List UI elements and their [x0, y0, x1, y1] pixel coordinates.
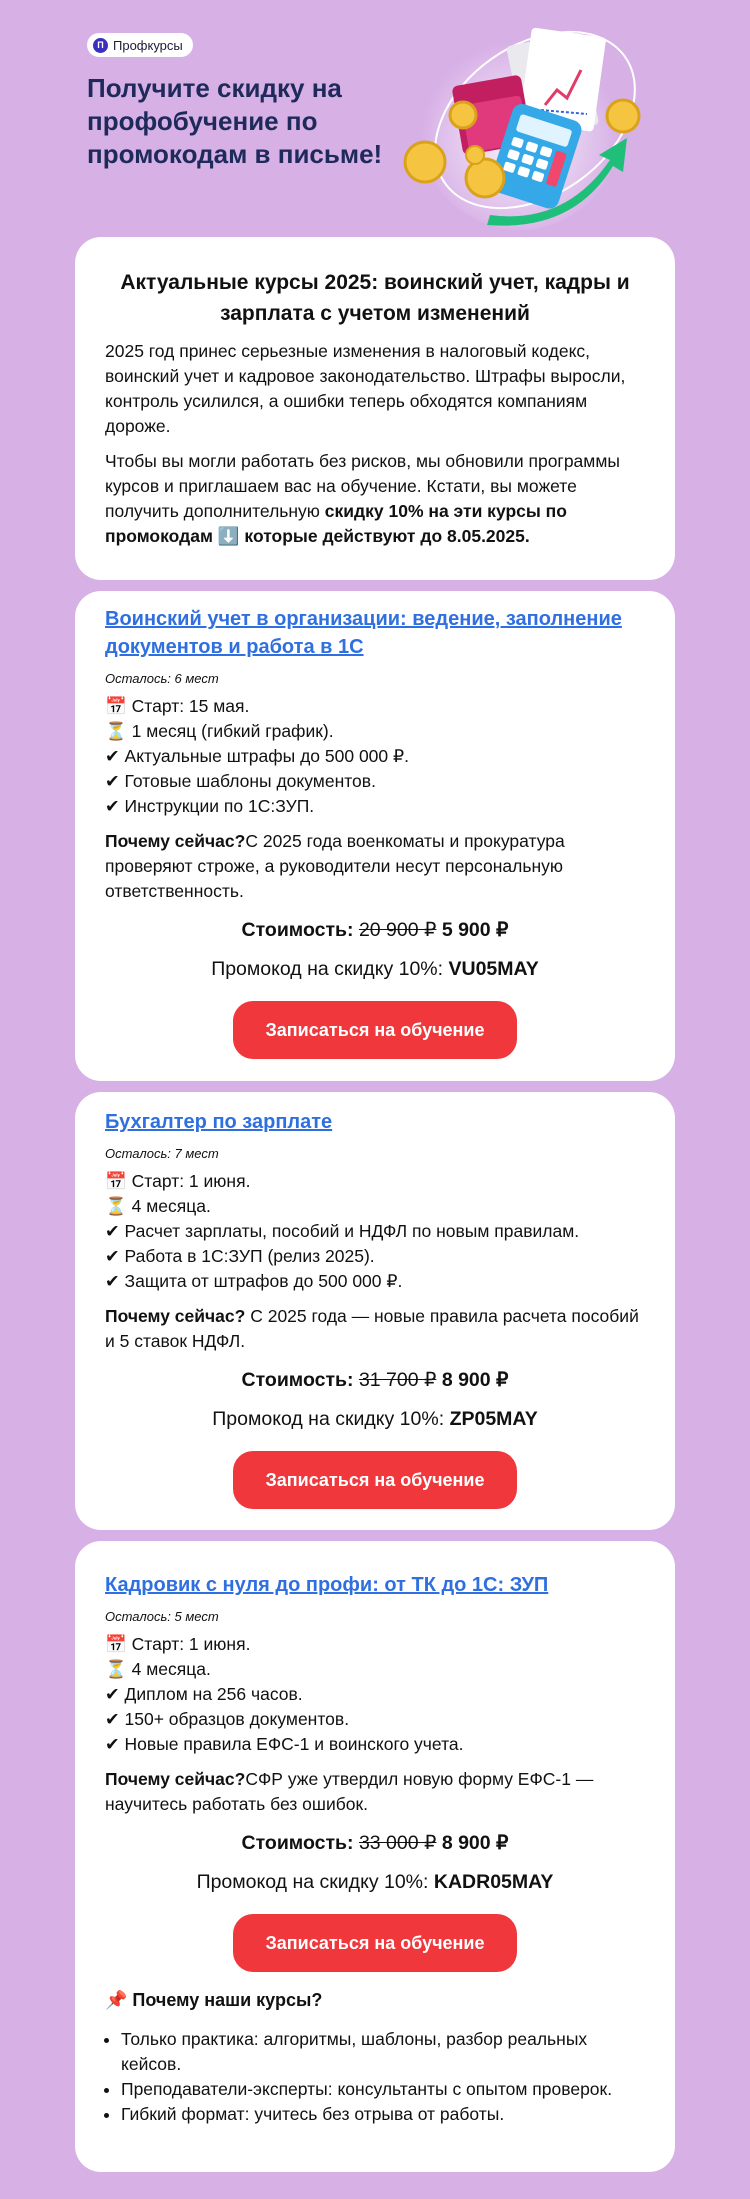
- why-now-label: Почему сейчас?: [105, 831, 246, 851]
- why-us-title: 📌 Почему наши курсы?: [105, 1990, 323, 2010]
- course-price: [105, 918, 645, 942]
- logo-mark-icon: П: [93, 38, 108, 53]
- course-feature: 📅 Старт: 15 мая.: [105, 696, 250, 716]
- price-label: Стоимость:: [241, 1369, 354, 1391]
- promo-label: Промокод на скидку 10%:: [211, 958, 444, 980]
- intro-card: [75, 237, 675, 580]
- course-title-link[interactable]: Воинский учет в организации: ведение, заполнение документов и работа в 1С: [105, 608, 622, 658]
- discount-highlight: скидку 10% на эти курсы по промокодам ⬇️ которые действуют до 8.05.2025.: [105, 501, 567, 546]
- enroll-button[interactable]: Записаться на обучение: [233, 1001, 517, 1059]
- seats-left: Осталось: 6 мест: [105, 671, 219, 686]
- promo-label: Промокод на скидку 10%:: [196, 1871, 429, 1893]
- list-item: • Преподаватели-эксперты: консультанты с опытом проверок.: [121, 2077, 645, 2102]
- intro-paragraph: 2025 год принес серьезные изменения в налоговый кодекс, воинский учет и кадровое законодательство. Штрафы выросли, контроль усилился, а ошибки теперь обходятся компаниям дороже.: [105, 341, 626, 436]
- course-feature: ✔ Готовые шаблоны документов.: [105, 771, 376, 791]
- course-feature: ✔ Расчет зарплаты, пособий и НДФЛ по новым правилам.: [105, 1221, 580, 1241]
- course-price: [105, 1831, 645, 1855]
- promo-code-line: [105, 1871, 645, 1894]
- list-item: • Гибкий формат: учитесь без отрыва от работы.: [121, 2102, 645, 2127]
- course-feature: ✔ Работа в 1С:ЗУП (релиз 2025).: [105, 1246, 375, 1266]
- why-now: [105, 829, 645, 904]
- why-now: [105, 1304, 645, 1354]
- course-feature: ✔ Диплом на 256 часов.: [105, 1684, 303, 1704]
- logo-text: Профкурсы: [113, 37, 183, 53]
- course-card-military: [75, 591, 675, 1081]
- enroll-button[interactable]: Записаться на обучение: [233, 1914, 517, 1972]
- why-now-text: С 2025 года — новые правила расчета пособий и 5 ставок НДФЛ.: [105, 1306, 639, 1351]
- old-price: 20 900 ₽: [358, 919, 437, 941]
- why-now-label: Почему сейчас?: [105, 1769, 246, 1789]
- price-label: Стоимость:: [241, 919, 354, 941]
- promo-code-line: [105, 958, 645, 981]
- course-feature: ⏳ 4 месяца.: [105, 1659, 211, 1679]
- course-feature: ✔ Новые правила ЕФС-1 и воинского учета.: [105, 1734, 464, 1754]
- course-feature: ✔ 150+ образцов документов.: [105, 1709, 350, 1729]
- promo-code: VU05MAY: [448, 958, 539, 980]
- intro-text: Чтобы вы могли работать без рисков, мы обновили программы курсов и приглашаем вас на обучение. Кстати, вы можете получить дополнительную: [105, 451, 620, 521]
- new-price: 8 900 ₽: [441, 1832, 509, 1854]
- brand-logo[interactable]: [87, 33, 193, 57]
- course-title-link[interactable]: Бухгалтер по зарплате: [105, 1111, 333, 1133]
- promo-code-line: [105, 1408, 645, 1431]
- course-feature: 📅 Старт: 1 июня.: [105, 1634, 251, 1654]
- course-feature: ⏳ 1 месяц (гибкий график).: [105, 721, 334, 741]
- new-price: 5 900 ₽: [441, 919, 509, 941]
- promo-code: ZP05MAY: [449, 1408, 538, 1430]
- promo-code: KADR05MAY: [433, 1871, 554, 1893]
- why-now-label: Почему сейчас?: [105, 1306, 246, 1326]
- why-now-text: С 2025 года военкоматы и прокуратура проверяют строже, а руководители несут персональную ответственность.: [105, 831, 565, 901]
- banner-headline: Получите скидку на профобучение по промокодам в письме!: [87, 73, 383, 169]
- course-price: [105, 1368, 645, 1392]
- header-banner: [0, 0, 750, 235]
- intro-discount-paragraph: [105, 449, 645, 549]
- course-feature: ✔ Защита от штрафов до 500 000 ₽.: [105, 1271, 403, 1291]
- benefits-list: [105, 2027, 645, 2127]
- new-price: 8 900 ₽: [441, 1369, 509, 1391]
- course-card-payroll: [75, 1092, 675, 1530]
- course-feature: ✔ Актуальные штрафы до 500 000 ₽.: [105, 746, 409, 766]
- enroll-button[interactable]: Записаться на обучение: [233, 1451, 517, 1509]
- course-feature: ⏳ 4 месяца.: [105, 1196, 211, 1216]
- course-title-link[interactable]: Кадровик с нуля до профи: от ТК до 1С: ЗУП: [105, 1574, 549, 1596]
- seats-left: Осталось: 7 мест: [105, 1146, 219, 1161]
- list-item: • Только практика: алгоритмы, шаблоны, разбор реальных кейсов.: [121, 2027, 645, 2077]
- price-label: Стоимость:: [241, 1832, 354, 1854]
- old-price: 33 000 ₽: [358, 1832, 437, 1854]
- promo-label: Промокод на скидку 10%:: [212, 1408, 445, 1430]
- why-now: [105, 1767, 645, 1817]
- finance-illustration: [395, 10, 665, 235]
- why-now-text: СФР уже утвердил новую форму ЕФС-1 — научитесь работать без ошибок.: [105, 1769, 594, 1814]
- old-price: 31 700 ₽: [358, 1369, 437, 1391]
- course-feature: ✔ Инструкции по 1С:ЗУП.: [105, 796, 315, 816]
- course-feature: 📅 Старт: 1 июня.: [105, 1171, 251, 1191]
- course-card-hr: [75, 1541, 675, 2172]
- intro-title: Актуальные курсы 2025: воинский учет, кадры и зарплата с учетом изменений: [120, 271, 630, 325]
- seats-left: Осталось: 5 мест: [105, 1609, 219, 1624]
